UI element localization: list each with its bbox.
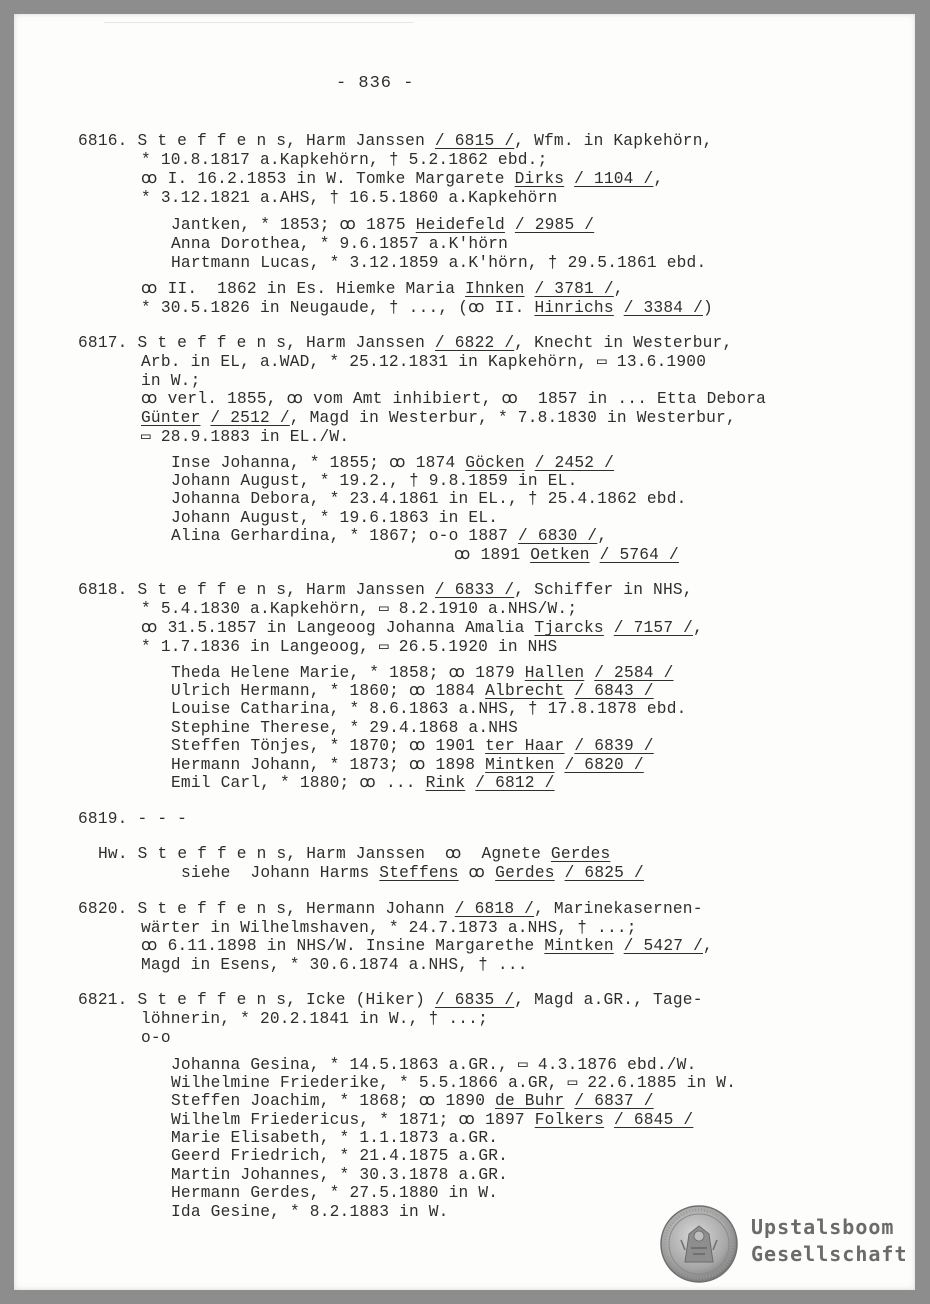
text-line bbox=[141, 937, 713, 955]
text-line bbox=[171, 1184, 498, 1202]
text-segment bbox=[614, 299, 624, 317]
underlined-reference: / 6845 / bbox=[614, 1111, 694, 1129]
text-line bbox=[78, 334, 732, 352]
text-line bbox=[171, 216, 594, 234]
underlined-reference: Hinrichs bbox=[534, 299, 614, 317]
text-segment bbox=[614, 937, 624, 955]
text-segment bbox=[505, 216, 515, 234]
text-line bbox=[171, 719, 518, 737]
text-segment: , bbox=[613, 280, 624, 298]
text-segment bbox=[590, 546, 600, 564]
underlined-reference: / 6825 / bbox=[564, 864, 644, 882]
text-segment: * 30.5.1826 in Neugaude, † ..., (ꝏ II. bbox=[141, 299, 535, 317]
text-segment: ) bbox=[703, 299, 713, 317]
page-number: - 836 - bbox=[336, 74, 415, 93]
text-segment bbox=[604, 619, 614, 637]
text-line bbox=[181, 864, 644, 882]
underlined-reference: / 5764 / bbox=[599, 546, 679, 564]
text-segment: ꝏ 31.5.1857 in Langeoog Johanna Amalia bbox=[141, 619, 535, 637]
text-segment: , bbox=[703, 937, 713, 955]
underlined-reference: Gerdes bbox=[550, 845, 611, 863]
text-line bbox=[141, 1029, 171, 1047]
text-segment: Magd in Esens, * 30.6.1874 a.NHS, † ... bbox=[141, 956, 528, 974]
text-segment: , Schiffer in NHS, bbox=[514, 581, 693, 599]
text-segment bbox=[564, 170, 574, 188]
text-line bbox=[141, 428, 349, 446]
text-segment: Anna Dorothea, * 9.6.1857 a.K'hörn bbox=[171, 235, 509, 253]
underlined-reference: / 6835 / bbox=[434, 991, 515, 1009]
text-line bbox=[141, 390, 766, 408]
text-segment bbox=[555, 756, 565, 774]
text-segment: Louise Catharina, * 8.6.1863 a.NHS, † 17.8.1878 ebd. bbox=[171, 700, 687, 718]
underlined-reference: Mintken bbox=[544, 937, 614, 955]
scan-mark bbox=[104, 22, 414, 23]
text-segment: ꝏ I. 16.2.1853 in W. Tomke Margarete bbox=[141, 170, 515, 188]
text-line bbox=[171, 490, 687, 508]
text-segment bbox=[201, 409, 211, 427]
text-line bbox=[141, 170, 663, 188]
text-segment: , bbox=[597, 527, 608, 545]
text-segment: o-o bbox=[141, 1029, 171, 1047]
text-line bbox=[78, 900, 703, 918]
underlined-reference: Tjarcks bbox=[534, 619, 604, 637]
underlined-reference: ter Haar bbox=[485, 737, 565, 755]
underlined-reference: / 6837 / bbox=[574, 1092, 654, 1110]
text-segment: Ulrich Hermann, * 1860; ꝏ 1884 bbox=[171, 682, 486, 700]
text-segment: , Magd in Westerbur, * 7.8.1830 in Westerbur, bbox=[289, 409, 736, 427]
text-segment bbox=[555, 864, 565, 882]
text-segment bbox=[525, 280, 535, 298]
underlined-reference: de Buhr bbox=[495, 1092, 565, 1110]
underlined-reference: / 6830 / bbox=[518, 527, 598, 545]
text-segment: Johann August, * 19.2., † 9.8.1859 in EL. bbox=[171, 472, 578, 490]
text-line bbox=[171, 254, 706, 272]
text-segment bbox=[564, 737, 574, 755]
text-line bbox=[171, 737, 654, 755]
underlined-reference: / 3384 / bbox=[623, 299, 704, 317]
text-line bbox=[78, 991, 703, 1009]
underlined-reference: Folkers bbox=[534, 1111, 605, 1129]
underlined-reference: Heidefeld bbox=[415, 216, 505, 234]
text-line bbox=[141, 151, 547, 169]
text-segment: * 3.12.1821 a.AHS, † 16.5.1860 a.Kapkehörn bbox=[141, 189, 558, 207]
text-line bbox=[171, 700, 687, 718]
text-line bbox=[171, 527, 607, 545]
text-line bbox=[141, 299, 713, 317]
text-segment: 6821. S t e f f e n s, Icke (Hiker) bbox=[78, 991, 435, 1009]
text-segment: siehe Johann Harms bbox=[181, 864, 380, 882]
text-line bbox=[171, 1203, 449, 1221]
underlined-reference: Göcken bbox=[465, 454, 525, 472]
underlined-reference: Oetken bbox=[530, 546, 590, 564]
underlined-reference: Ihnken bbox=[465, 280, 525, 298]
underlined-reference: / 3781 / bbox=[534, 280, 614, 298]
text-segment: , Magd a.GR., Tage- bbox=[514, 991, 703, 1009]
underlined-reference: Dirks bbox=[514, 170, 565, 188]
text-segment bbox=[564, 682, 574, 700]
underlined-reference: / 5427 / bbox=[623, 937, 703, 955]
text-segment: Jantken, * 1853; ꝏ 1875 bbox=[171, 216, 416, 234]
text-line bbox=[171, 1074, 736, 1092]
underlined-reference: / 6822 / bbox=[434, 334, 515, 352]
underlined-reference: / 6839 / bbox=[574, 737, 654, 755]
text-line bbox=[141, 280, 624, 298]
text-line bbox=[78, 132, 713, 150]
text-line bbox=[454, 546, 679, 564]
logo-line-1: Upstalsboom bbox=[751, 1215, 895, 1239]
text-segment: Steffen Joachim, * 1868; ꝏ 1890 bbox=[171, 1092, 496, 1110]
text-segment bbox=[564, 1092, 574, 1110]
underlined-reference: Günter bbox=[141, 409, 201, 427]
text-segment: Inse Johanna, * 1855; ꝏ 1874 bbox=[171, 454, 466, 472]
text-line bbox=[171, 235, 508, 253]
text-segment: 6818. S t e f f e n s, Harm Janssen bbox=[78, 581, 435, 599]
text-line bbox=[171, 509, 498, 527]
text-line bbox=[171, 1166, 508, 1184]
underlined-reference: / 1104 / bbox=[574, 170, 654, 188]
underlined-reference: / 2512 / bbox=[210, 409, 290, 427]
text-segment: * 5.4.1830 a.Kapkehörn, ▭ 8.2.1910 a.NHS/W.; bbox=[141, 600, 578, 618]
text-line bbox=[171, 756, 644, 774]
text-line bbox=[78, 581, 693, 599]
text-line bbox=[78, 810, 187, 828]
text-segment: Ida Gesine, * 8.2.1883 in W. bbox=[171, 1203, 449, 1221]
text-line bbox=[171, 1092, 654, 1110]
underlined-reference: / 7157 / bbox=[613, 619, 694, 637]
text-segment: Alina Gerhardina, * 1867; o-o 1887 bbox=[171, 527, 518, 545]
text-segment: 6817. S t e f f e n s, Harm Janssen bbox=[78, 334, 435, 352]
text-segment: Wilhelm Friedericus, * 1871; ꝏ 1897 bbox=[171, 1111, 535, 1129]
text-line bbox=[141, 638, 557, 656]
text-segment: ꝏ 1891 bbox=[454, 546, 531, 564]
text-segment: , Marinekasernen- bbox=[534, 900, 703, 918]
text-segment: Johanna Gesina, * 14.5.1863 a.GR., ▭ 4.3.1876 ebd./W. bbox=[171, 1056, 697, 1074]
text-segment: Martin Johannes, * 30.3.1878 a.GR. bbox=[171, 1166, 509, 1184]
text-segment: ꝏ verl. 1855, ꝏ vom Amt inhibiert, ꝏ 1857 in ... Etta Debora bbox=[141, 390, 767, 408]
text-line bbox=[141, 956, 528, 974]
text-segment: ▭ 28.9.1883 in EL./W. bbox=[141, 428, 350, 446]
text-segment: , bbox=[693, 619, 704, 637]
underlined-reference: Gerdes bbox=[495, 864, 555, 882]
text-segment: * 10.8.1817 a.Kapkehörn, † 5.2.1862 ebd.; bbox=[141, 151, 548, 169]
text-segment: Marie Elisabeth, * 1.1.1873 a.GR. bbox=[171, 1129, 499, 1147]
underlined-reference: / 2985 / bbox=[514, 216, 595, 234]
text-segment: , Wfm. in Kapkehörn, bbox=[514, 132, 713, 150]
text-segment: Johanna Debora, * 23.4.1861 in EL., † 25.4.1862 ebd. bbox=[171, 490, 687, 508]
logo-text bbox=[751, 1214, 908, 1268]
text-segment: Johann August, * 19.6.1863 in EL. bbox=[171, 509, 499, 527]
text-segment: , bbox=[653, 170, 664, 188]
text-segment: Hw. S t e f f e n s, Harm Janssen ꝏ Agnete bbox=[98, 845, 551, 863]
text-segment bbox=[604, 1111, 614, 1129]
underlined-reference: / 6818 / bbox=[454, 900, 535, 918]
text-segment bbox=[465, 774, 475, 792]
underlined-reference: Rink bbox=[425, 774, 466, 792]
text-line bbox=[171, 1056, 696, 1074]
text-segment: ꝏ II. 1862 in Es. Hiemke Maria bbox=[141, 280, 466, 298]
text-line bbox=[141, 600, 577, 618]
text-segment: Geerd Friedrich, * 21.4.1875 a.GR. bbox=[171, 1147, 509, 1165]
text-segment: Hermann Gerdes, * 27.5.1880 in W. bbox=[171, 1184, 499, 1202]
underlined-reference: / 6843 / bbox=[574, 682, 654, 700]
text-line bbox=[171, 1147, 508, 1165]
text-segment: * 1.7.1836 in Langeoog, ▭ 26.5.1920 in NHS bbox=[141, 638, 558, 656]
text-line bbox=[141, 189, 557, 207]
text-line bbox=[171, 1129, 498, 1147]
underlined-reference: / 6812 / bbox=[475, 774, 555, 792]
text-segment: in W.; bbox=[141, 372, 201, 390]
text-segment: wärter in Wilhelmshaven, * 24.7.1873 a.NHS, † ...; bbox=[141, 919, 637, 937]
text-line bbox=[141, 619, 703, 637]
text-segment: , Knecht in Westerbur, bbox=[514, 334, 733, 352]
logo-line-2: Gesellschaft bbox=[751, 1242, 908, 1266]
text-segment: ꝏ bbox=[458, 864, 496, 882]
document-page bbox=[14, 14, 915, 1290]
underlined-reference: / 2584 / bbox=[594, 664, 674, 682]
text-segment: Theda Helene Marie, * 1858; ꝏ 1879 bbox=[171, 664, 525, 682]
society-logo bbox=[659, 1204, 909, 1284]
underlined-reference: / 6815 / bbox=[434, 132, 515, 150]
underlined-reference: / 2452 / bbox=[534, 454, 615, 472]
text-line bbox=[171, 472, 577, 490]
text-line bbox=[171, 664, 674, 682]
text-segment: Hartmann Lucas, * 3.12.1859 a.K'hörn, † 29.5.1861 ebd. bbox=[171, 254, 707, 272]
text-segment: 6820. S t e f f e n s, Hermann Johann bbox=[78, 900, 455, 918]
text-segment: Steffen Tönjes, * 1870; ꝏ 1901 bbox=[171, 737, 486, 755]
text-line bbox=[141, 409, 736, 427]
underlined-reference: Albrecht bbox=[485, 682, 565, 700]
underlined-reference: / 6833 / bbox=[434, 581, 515, 599]
text-segment: Hermann Johann, * 1873; ꝏ 1898 bbox=[171, 756, 486, 774]
text-line bbox=[98, 845, 610, 863]
seal-icon bbox=[659, 1204, 739, 1284]
text-segment: Stephine Therese, * 29.4.1868 a.NHS bbox=[171, 719, 518, 737]
text-segment: 6816. S t e f f e n s, Harm Janssen bbox=[78, 132, 435, 150]
underlined-reference: Hallen bbox=[524, 664, 585, 682]
text-line bbox=[141, 353, 706, 371]
underlined-reference: Steffens bbox=[379, 864, 459, 882]
text-segment bbox=[584, 664, 594, 682]
text-segment: löhnerin, * 20.2.1841 in W., † ...; bbox=[141, 1010, 488, 1028]
text-segment: Emil Carl, * 1880; ꝏ ... bbox=[171, 774, 426, 792]
text-line bbox=[171, 682, 654, 700]
text-line bbox=[171, 454, 614, 472]
text-line bbox=[141, 372, 201, 390]
underlined-reference: / 6820 / bbox=[564, 756, 644, 774]
text-line bbox=[141, 919, 637, 937]
text-segment: Arb. in EL, a.WAD, * 25.12.1831 in Kapkehörn, ▭ 13.6.1900 bbox=[141, 353, 707, 371]
text-segment: 6819. - - - bbox=[78, 810, 188, 828]
text-line bbox=[171, 1111, 693, 1129]
text-line bbox=[171, 774, 555, 792]
text-line bbox=[141, 1010, 488, 1028]
text-segment bbox=[525, 454, 535, 472]
text-segment: Wilhelmine Friederike, * 5.5.1866 a.GR, ▭ 22.6.1885 in W. bbox=[171, 1074, 737, 1092]
underlined-reference: Mintken bbox=[485, 756, 555, 774]
text-segment: ꝏ 6.11.1898 in NHS/W. Insine Margarethe bbox=[141, 937, 545, 955]
